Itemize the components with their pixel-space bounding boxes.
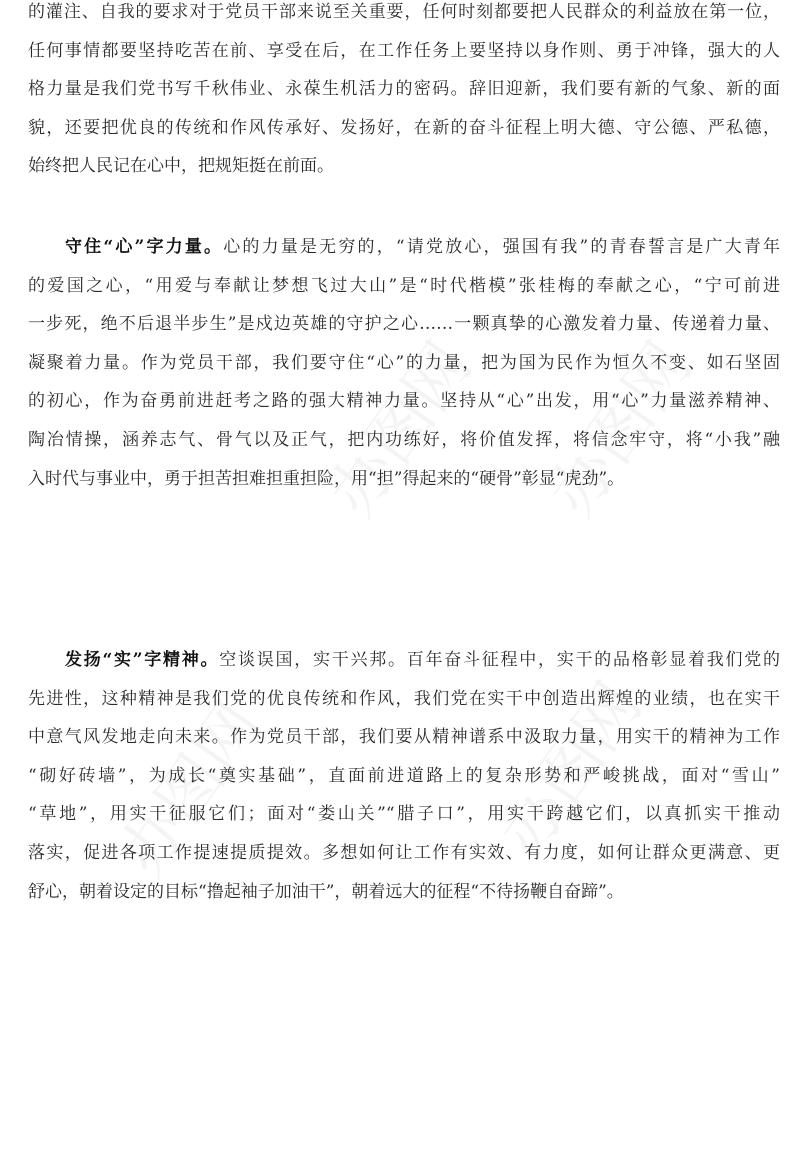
text-line: 落实，促进各项工作提速提质提效。多想如何让工作有实效、有力度，如何让群众更满意、更 [28, 842, 780, 863]
text-line: 格力量是我们党书写千秋伟业、永葆生机活力的密码。辞旧迎新，我们要有新的气象、新的面 [28, 79, 780, 100]
text-line: 始终把人民记在心中，把规矩挺在前面。 [28, 156, 334, 177]
text-line: 貌，还要把优良的传统和作风传承好、发扬好，在新的奋斗征程上明大德、守公德、严私德， [28, 117, 780, 138]
text-line: 的爱国之心，“用爱与奉献让梦想飞过大山”是“时代楷模”张桂梅的奉献之心，“宁可前进 [28, 275, 780, 296]
text-span: 空谈误国，实干兴邦。百年奋斗征程中，实干的品格彰显着我们党的 [219, 650, 780, 670]
paragraph-lead-heading: 守住“心”字力量。 [65, 237, 224, 257]
text-span: 心的力量是无穷的，“请党放心，强国有我”的青春誓言是广大青年 [223, 237, 780, 257]
text-line: 先进性，这种精神是我们党的优良传统和作风，我们党在实干中创造出辉煌的业绩，也在实干 [28, 688, 780, 709]
text-line: 任何事情都要坚持吃苦在前、享受在后，在工作任务上要坚持以身作则、勇于冲锋，强大的人 [28, 40, 780, 61]
paragraph-lead-heading: 发扬“实”字精神。 [65, 650, 220, 670]
paragraph-continuation [28, 0, 780, 193]
paragraph-heart-strength [28, 235, 780, 505]
text-line: 凝聚着力量。作为党员干部，我们要守住“心”的力量，把为国为民作为恒久不变、如石坚固 [28, 352, 780, 373]
text-line: 中意气风发地走向未来。作为党员干部，我们要从精神谱系中汲取力量，用实干的精神为工作 [28, 727, 780, 748]
text-line: 的灌注、自我的要求对于党员干部来说至关重要，任何时刻都要把人民群众的利益放在第一位， [28, 2, 780, 22]
text-line: 的初心，作为奋勇前进赶考之路的强大精神力量。坚持从“心”出发，用“心”力量滋养精神、 [28, 391, 780, 412]
text-line: 陶冶情操，涵养志气、骨气以及正气，把内功练好，将价值发挥，将信念牢守，将“小我”融 [28, 429, 780, 450]
text-line [28, 235, 780, 274]
text-line: 一步死，绝不后退半步生”是戍边英雄的守护之心……一颗真挚的心激发着力量、传递着力量、 [28, 314, 780, 335]
text-line: “草地”，用实干征服它们；面对“娄山关”“腊子口”，用实干跨越它们，以真抓实干推动 [28, 804, 780, 825]
text-line: “砌好砖墙”，为成长“奠实基础”，直面前进道路上的复杂形势和严峻挑战，面对“雪山” [28, 765, 780, 786]
text-line: 舒心，朝着设定的目标“撸起袖子加油干”，朝着远大的征程“不待扬鞭自奋蹄”。 [28, 881, 624, 902]
text-line: 入时代与事业中，勇于担苦担难担重担险，用“担”得起来的“硬骨”彰显“虎劲”。 [28, 468, 625, 489]
paragraph-practical-spirit [28, 648, 780, 918]
text-line [28, 648, 780, 687]
